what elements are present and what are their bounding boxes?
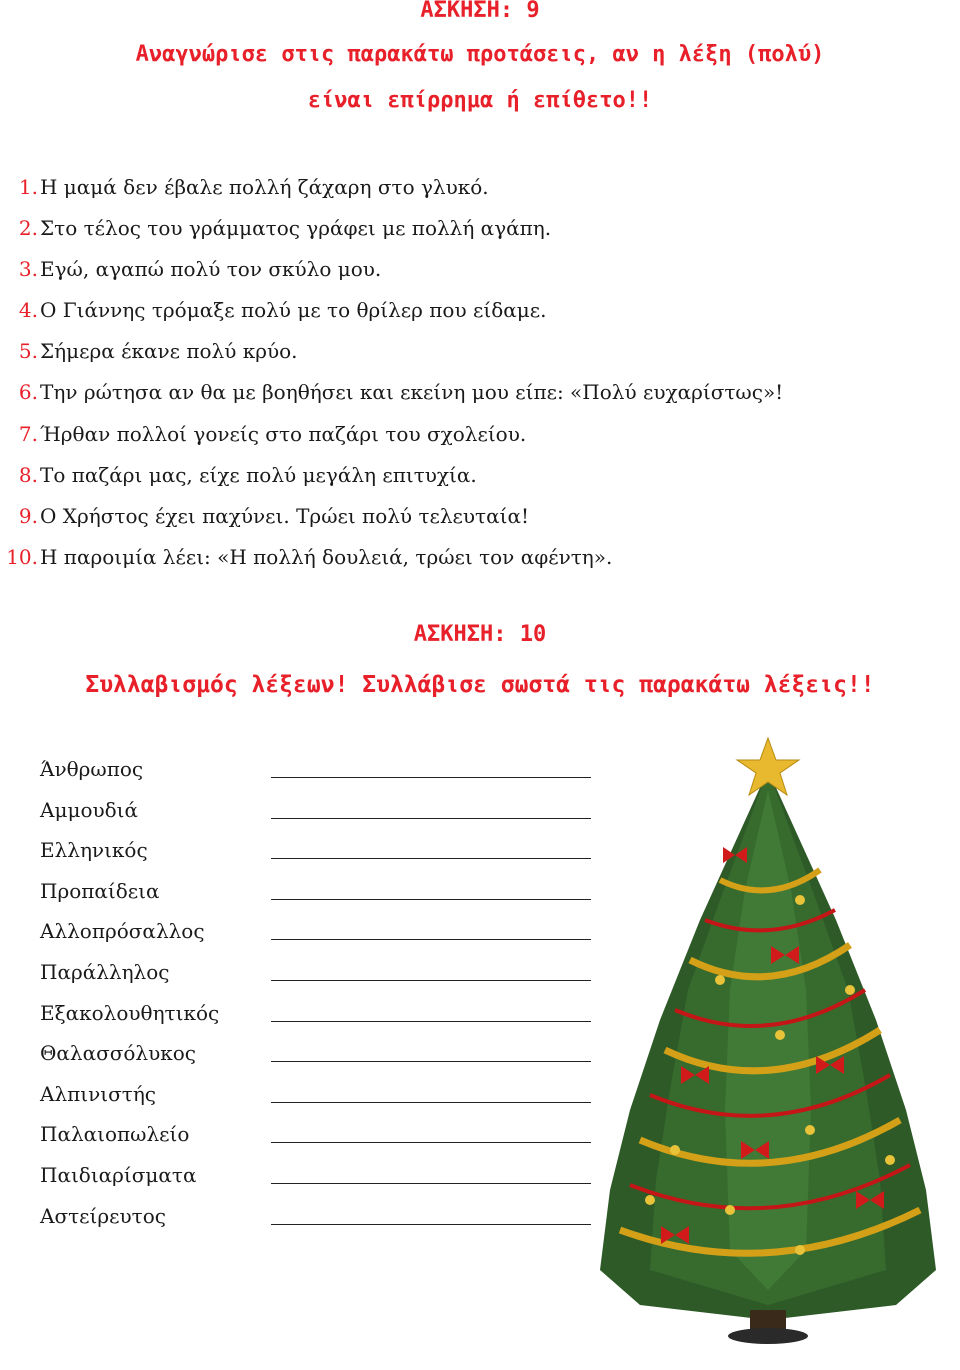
word-item: Παιδιαρίσματα	[40, 1162, 197, 1187]
word-item: Θαλασσόλυκος	[40, 1041, 197, 1066]
item-text: Στο τέλος του γράμματος γράφει με πολλή αγάπη.	[40, 216, 552, 241]
word-item: Αστείρευτος	[40, 1203, 166, 1228]
exercise9-heading: ΑΣΚΗΣΗ: 9	[420, 0, 540, 23]
item-number: 7.	[18, 421, 38, 446]
word-item: Αλπινιστής	[40, 1081, 157, 1106]
answer-line[interactable]	[271, 777, 591, 818]
item-text: Η παροιμία λέει: «Η πολλή δουλειά, τρώει τον αφέντη».	[40, 544, 613, 569]
exercise9-instruction-line1: Αναγνώρισε στις παρακάτω προτάσεις, αν η λέξη (πολύ)	[135, 42, 825, 67]
word-item: Αλλοπρόσαλλος	[40, 919, 205, 944]
answer-line[interactable]	[271, 1102, 591, 1143]
word-item: Ελληνικός	[40, 838, 148, 863]
item-number: 9.	[18, 503, 38, 528]
item-text: Εγώ, αγαπώ πολύ τον σκύλο μου.	[40, 257, 382, 282]
word-item: Αμμουδιά	[40, 797, 139, 822]
exercise10-heading: ΑΣΚΗΣΗ: 10	[413, 622, 547, 647]
item-number: 3.	[18, 257, 38, 282]
answer-line[interactable]	[271, 1021, 591, 1062]
christmas-tree-icon	[580, 730, 956, 1366]
item-text: Ο Γιάννης τρόμαξε πολύ με το θρίλερ που είδαμε.	[40, 298, 547, 323]
item-text: Η μαμά δεν έβαλε πολλή ζάχαρη στο γλυκό.	[40, 175, 489, 199]
word-item: Προπαίδεια	[40, 878, 160, 903]
syllabification-word-list	[40, 754, 219, 1241]
item-number: 1.	[18, 175, 38, 199]
item-text: Ήρθαν πολλοί γονείς στο παζάρι του σχολείου.	[40, 421, 527, 446]
answer-line[interactable]	[271, 818, 591, 859]
answer-line[interactable]	[271, 1183, 591, 1224]
item-number: 2.	[18, 216, 38, 241]
item-number: 10.	[6, 544, 38, 569]
answer-line[interactable]	[271, 1061, 591, 1102]
answer-line[interactable]	[271, 1142, 591, 1183]
item-number: 8.	[18, 462, 38, 487]
answer-line[interactable]	[271, 980, 591, 1021]
answer-line[interactable]	[271, 858, 591, 899]
item-number: 4.	[18, 298, 38, 323]
exercise9-instruction-line2: είναι επίρρημα ή επίθετο!!	[307, 88, 653, 113]
word-item: Εξακολουθητικός	[40, 1000, 220, 1025]
word-item: Παράλληλος	[40, 959, 170, 984]
item-text: Σήμερα έκανε πολύ κρύο.	[40, 339, 298, 364]
answer-line[interactable]	[271, 899, 591, 940]
answer-line[interactable]	[271, 1224, 591, 1265]
word-item: Παλαιοπωλείο	[40, 1122, 190, 1147]
item-text: Το παζάρι μας, είχε πολύ μεγάλη επιτυχία.	[40, 462, 477, 487]
item-text: Την ρώτησα αν θα με βοηθήσει και εκείνη μου είπε: «Πολύ ευχαρίστως»!	[40, 380, 784, 405]
word-item: Άνθρωπος	[40, 757, 144, 781]
item-number: 5.	[18, 339, 38, 364]
item-number: 6.	[18, 380, 38, 405]
exercise10-instruction: Συλλαβισμός λέξεων! Συλλάβισε σωστά τις παρακάτω λέξεις!!	[85, 672, 875, 698]
item-text: Ο Χρήστος έχει παχύνει. Τρώει πολύ τελευταία!	[40, 503, 530, 528]
answer-line[interactable]	[271, 939, 591, 980]
answer-lines	[271, 777, 591, 1264]
